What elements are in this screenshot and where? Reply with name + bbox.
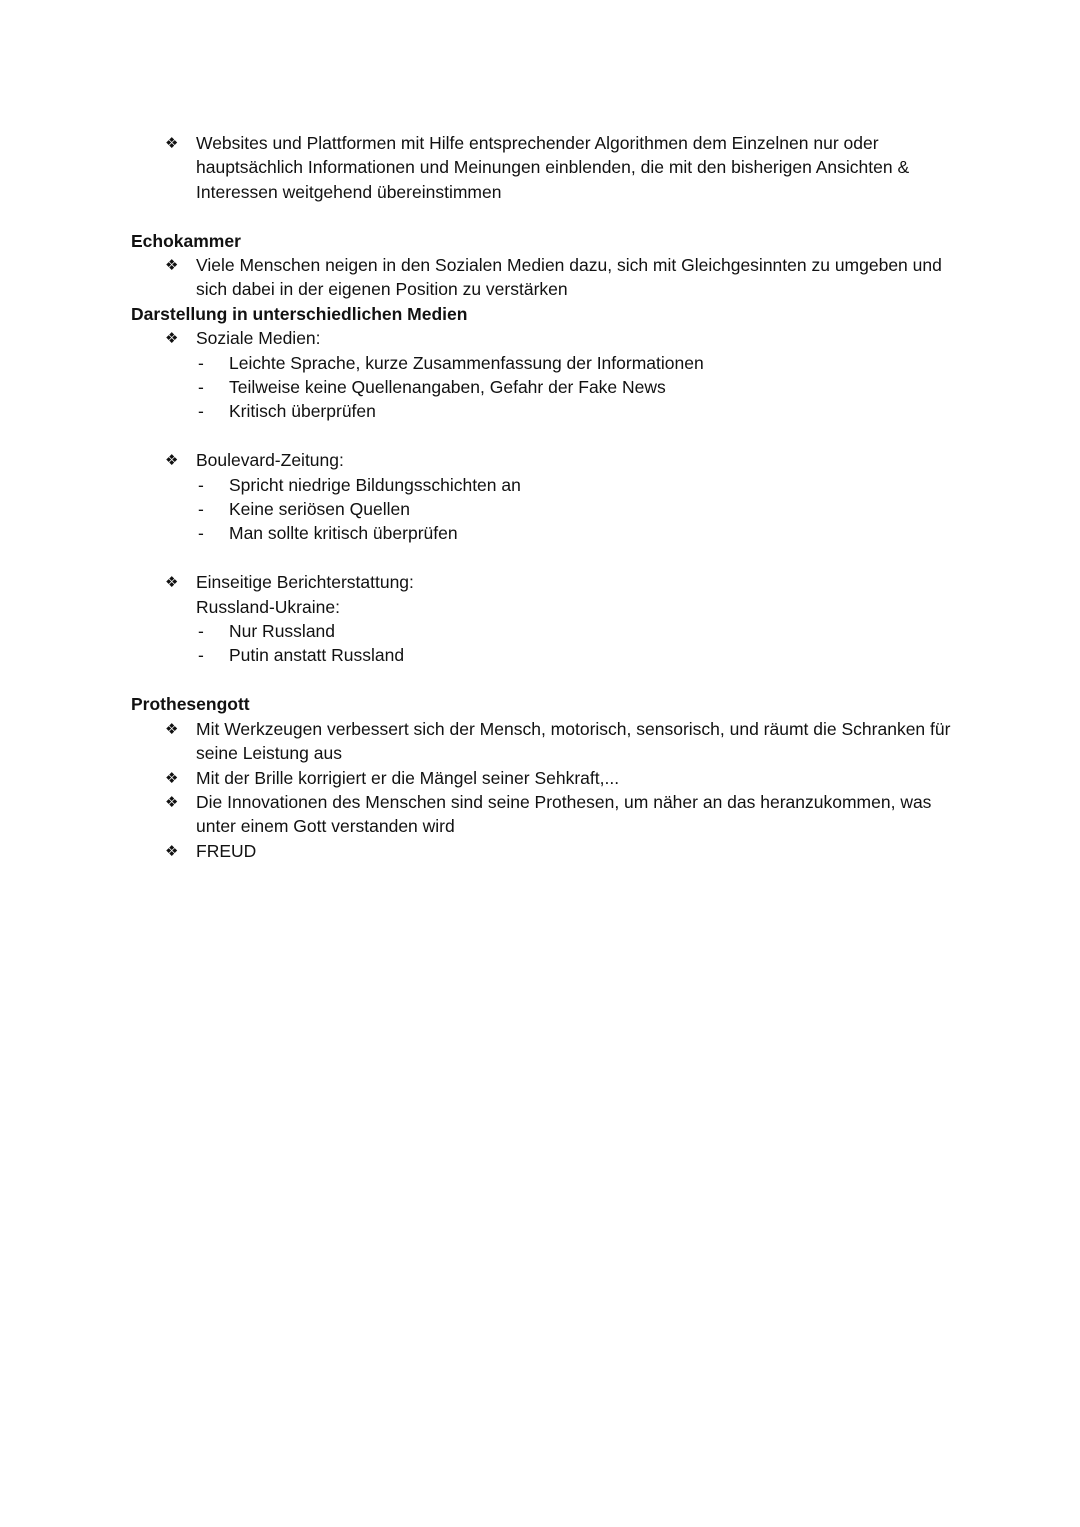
document-content [131, 131, 951, 863]
diamond-bullet-icon: ❖ [165, 768, 179, 787]
echokammer-list [131, 253, 951, 302]
diamond-bullet-icon: ❖ [165, 719, 179, 738]
soziale-medien-label: Soziale Medien: [196, 328, 321, 349]
echokammer-heading: Echokammer [131, 230, 241, 251]
list-item [131, 131, 951, 204]
list-item [196, 473, 951, 497]
einseitig-label: Einseitige Berichterstattung: [196, 572, 414, 593]
diamond-bullet-icon: ❖ [165, 841, 179, 860]
list-item [196, 521, 951, 545]
dash-bullet: - [198, 499, 204, 520]
list-item [196, 619, 951, 643]
dash-bullet: - [198, 474, 204, 495]
dash-bullet: - [198, 401, 204, 422]
diamond-bullet-icon: ❖ [165, 256, 179, 275]
list-item [131, 253, 951, 302]
list-item [131, 790, 951, 839]
list-item [196, 351, 951, 375]
list-item [131, 839, 951, 863]
spacer [131, 668, 951, 692]
list-item-text: Kritisch überprüfen [229, 401, 376, 422]
list-item-text: Nur Russland [229, 621, 336, 642]
diamond-bullet-icon: ❖ [165, 573, 179, 592]
list-item-text: Keine seriösen Quellen [229, 499, 410, 520]
diamond-bullet-icon: ❖ [165, 792, 179, 811]
dash-bullet: - [198, 645, 204, 666]
list-item-text: Teilweise keine Quellenangaben, Gefahr der Fake News [229, 377, 666, 398]
echokammer-text: Viele Menschen neigen in den Sozialen Medien dazu, sich mit Gleichgesinnten zu umgeben und sich dabei in der eigenen Position zu verstärken [196, 255, 942, 300]
spacer [196, 546, 951, 570]
soziale-medien-sublist [196, 351, 951, 424]
list-item-text: Leichte Sprache, kurze Zusammenfassung der Informationen [229, 352, 704, 373]
list-item [196, 399, 951, 423]
list-item-text: Mit Werkzeugen verbessert sich der Mensch, motorisch, sensorisch, und räumt die Schranken für seine Leistung aus [196, 718, 951, 764]
darstellung-heading: Darstellung in unterschiedlichen Medien [131, 303, 468, 324]
einseitig-sublist [196, 619, 951, 668]
dash-bullet: - [198, 523, 204, 544]
list-item-text: FREUD [196, 840, 257, 861]
list-item-text: Spricht niedrige Bildungsschichten an [229, 474, 521, 495]
dash-bullet: - [198, 621, 204, 642]
diamond-bullet-icon: ❖ [165, 329, 179, 348]
dash-bullet: - [198, 377, 204, 398]
list-item [131, 717, 951, 766]
boulevard-sublist [196, 473, 951, 546]
list-item-text: Man sollte kritisch überprüfen [229, 523, 458, 544]
intro-text: Websites und Plattformen mit Hilfe entsprechender Algorithmen dem Einzelnen nur oder hauptsächlich Informationen und Meinungen einblenden, die mit den bisherigen Ansichten & Interessen weitgehend übereinstimmen [196, 133, 910, 202]
list-item-einseitige-berichterstattung [131, 570, 951, 668]
list-item-text: Putin anstatt Russland [229, 645, 405, 666]
darstellung-list [131, 326, 951, 668]
list-item-soziale-medien [131, 326, 951, 448]
list-item [196, 497, 951, 521]
spacer [196, 424, 951, 448]
list-item [196, 375, 951, 399]
list-item [196, 643, 951, 667]
diamond-bullet-icon: ❖ [165, 451, 179, 470]
prothesengott-list [131, 717, 951, 863]
einseitig-sublabel: Russland-Ukraine: [196, 596, 340, 617]
list-item-text: Die Innovationen des Menschen sind seine Prothesen, um näher an das heranzukommen, was unter einem Gott verstanden wird [196, 791, 932, 837]
diamond-bullet-icon: ❖ [165, 134, 179, 152]
intro-list [131, 131, 951, 204]
list-item [131, 766, 951, 790]
prothesengott-heading: Prothesengott [131, 694, 250, 715]
list-item-boulevard-zeitung [131, 448, 951, 570]
dash-bullet: - [198, 352, 204, 373]
spacer [131, 204, 951, 228]
list-item-text: Mit der Brille korrigiert er die Mängel seiner Sehkraft,... [196, 767, 620, 788]
boulevard-label: Boulevard-Zeitung: [196, 450, 344, 471]
